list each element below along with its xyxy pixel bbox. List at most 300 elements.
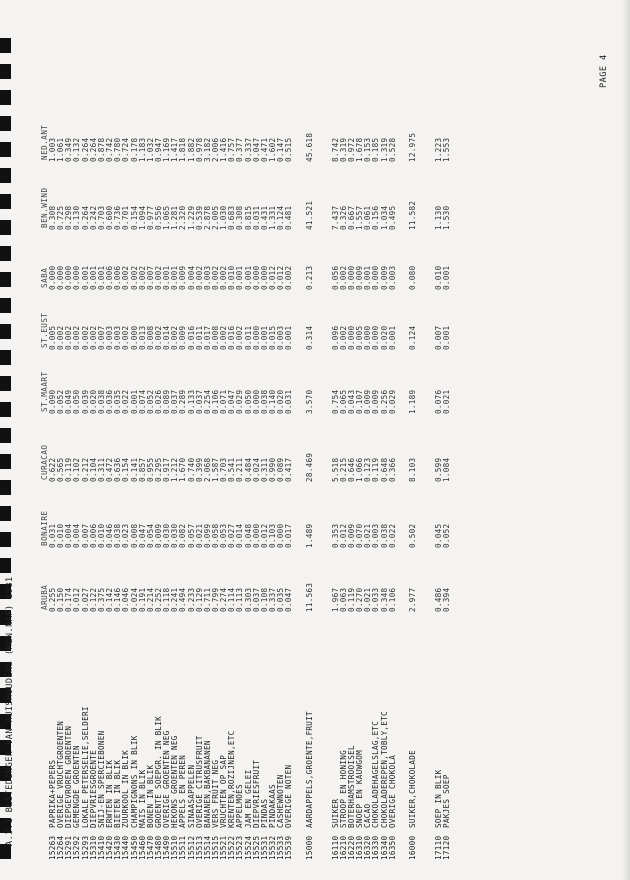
cell-aruba: 0.063 <box>338 587 348 612</box>
cell-benwind: 0.495 <box>387 205 397 230</box>
cell-benwind: 0.683 <box>227 205 237 230</box>
cell-aruba: 0.337 <box>268 587 278 612</box>
cell-nedant: 0.185 <box>371 137 381 162</box>
cell-saba: 0.002 <box>129 265 139 290</box>
cell-benwind: 0.061 <box>363 205 373 230</box>
row-code: 15410 <box>96 835 106 860</box>
cell-nedant: 0.264 <box>80 137 90 162</box>
cell-saba: 0.213 <box>304 265 314 290</box>
cell-saba: 0.002 <box>284 265 294 290</box>
cell-benwind: 0.326 <box>338 205 348 230</box>
cell-saba: 0.002 <box>137 265 147 290</box>
cell-steust: 0.016 <box>227 325 237 350</box>
cell-benwind: 0.481 <box>284 205 294 230</box>
cell-stmaart: 0.140 <box>268 389 278 414</box>
cell-benwind: 0.539 <box>194 205 204 230</box>
cell-saba: 0.009 <box>355 265 365 290</box>
cell-saba: 0.000 <box>371 265 381 290</box>
cell-stmaart: 0.052 <box>145 389 155 414</box>
column-header: BEN.WIND <box>40 187 49 228</box>
cell-stmaart: 0.021 <box>442 389 452 414</box>
row-label: SNIJ-EN SPERCIEBONEN <box>96 730 106 828</box>
cell-bonaire: 0.027 <box>227 523 237 548</box>
cell-steust: 0.009 <box>178 325 188 350</box>
cell-steust: 0.002 <box>64 325 74 350</box>
cell-benwind: 0.308 <box>235 205 245 230</box>
cell-saba: 0.000 <box>72 265 82 290</box>
cell-steust: 0.314 <box>304 325 314 350</box>
row-label: DIEPGEVROREN GROENTEN <box>64 725 74 828</box>
cell-bonaire: 0.012 <box>259 523 269 548</box>
cell-benwind: 0.815 <box>243 205 253 230</box>
cell-curacao: 0.154 <box>121 457 131 482</box>
cell-aruba: 0.142 <box>105 587 115 612</box>
cell-benwind: 1.229 <box>186 205 196 230</box>
cell-saba: 0.001 <box>80 265 90 290</box>
cell-curacao: 0.703 <box>219 457 229 482</box>
cell-stmaart: 0.029 <box>235 389 245 414</box>
cell-benwind: 1.530 <box>442 205 452 230</box>
cell-steust: 0.002 <box>170 325 180 350</box>
cell-curacao: 0.648 <box>379 457 389 482</box>
cell-steust: 0.002 <box>235 325 245 350</box>
cell-benwind: 0.431 <box>259 205 269 230</box>
cell-saba: 0.001 <box>162 265 172 290</box>
cell-saba: 0.002 <box>219 265 229 290</box>
cell-saba: 0.012 <box>268 265 278 290</box>
cell-nedant: 0.742 <box>105 137 115 162</box>
cell-saba: 0.002 <box>211 265 220 290</box>
cell-stmaart: 0.754 <box>330 389 340 414</box>
cell-nedant: 0.178 <box>129 137 139 162</box>
cell-saba: 0.001 <box>170 265 180 290</box>
cell-bonaire: 0.012 <box>338 523 348 548</box>
cell-bonaire: 0.082 <box>178 523 188 548</box>
cell-saba: 0.000 <box>259 265 269 290</box>
cell-bonaire: 0.052 <box>442 523 452 548</box>
cell-steust: 0.013 <box>137 325 147 350</box>
cell-aruba: 0.027 <box>80 587 90 612</box>
row-label: SUIKER,CHOKOLADE <box>407 750 417 828</box>
row-label: ERWTEN IN BLIK <box>105 759 115 828</box>
row-code: 15420 <box>105 835 115 860</box>
cell-aruba: 0.711 <box>202 587 212 612</box>
cell-saba: 0.001 <box>442 265 452 290</box>
cell-steust: 0.002 <box>80 325 90 350</box>
page-title: A.3.1 BESTEDINGEN VAN HUISHOUDENS (MLN.NAF) 1981 <box>5 576 15 846</box>
cell-steust: 0.011 <box>243 325 253 350</box>
cell-bonaire: 0.003 <box>371 523 381 548</box>
cell-bonaire: 0.030 <box>162 523 172 548</box>
cell-bonaire: 0.502 <box>407 523 417 548</box>
row-code: 15000 <box>304 835 314 860</box>
cell-nedant: 0.147 <box>276 137 286 162</box>
cell-curacao: 0.295 <box>153 457 163 482</box>
cell-steust: 0.016 <box>186 325 196 350</box>
row-code: 15522 <box>227 835 237 860</box>
cell-saba: 0.003 <box>202 265 212 290</box>
cell-bonaire: 0.046 <box>105 523 115 548</box>
row-label: PINDAKAAS <box>268 784 278 828</box>
cell-bonaire: 0.014 <box>235 523 245 548</box>
cell-stmaart: 0.047 <box>227 389 237 414</box>
cell-steust: 0.015 <box>268 325 278 350</box>
cell-saba: 0.001 <box>88 265 98 290</box>
cell-stmaart: 0.001 <box>129 389 139 414</box>
cell-saba: 0.004 <box>186 265 196 290</box>
cell-curacao: 5.518 <box>330 457 340 482</box>
row-label: PINDAS <box>259 798 269 828</box>
row-label: SNOEP EN KAUWGOM <box>355 750 365 828</box>
cell-nedant: 0.972 <box>346 137 356 162</box>
cell-curacao: 0.646 <box>346 457 356 482</box>
cell-nedant: 1.319 <box>379 137 389 162</box>
cell-bonaire: 0.023 <box>121 523 131 548</box>
cell-nedant: 1.169 <box>162 137 172 162</box>
row-label: BIETEN IN BLIK <box>113 759 123 828</box>
cell-aruba: 0.146 <box>113 587 123 612</box>
cell-saba: 0.001 <box>243 265 253 290</box>
row-label: APPELMOES <box>235 784 245 828</box>
row-code: 15292 <box>72 835 82 860</box>
cell-stmaart: 0.036 <box>105 389 115 414</box>
cell-bonaire: 0.017 <box>284 523 294 548</box>
cell-nedant: 1.032 <box>145 137 155 162</box>
cell-aruba: 0.122 <box>88 587 98 612</box>
cell-aruba: 0.303 <box>243 587 253 612</box>
cell-aruba: 0.024 <box>129 587 139 612</box>
cell-benwind: 0.667 <box>346 205 356 230</box>
cell-aruba: 1.967 <box>330 587 340 612</box>
cell-nedant: 0.515 <box>284 137 294 162</box>
cell-saba: 0.002 <box>338 265 348 290</box>
row-label: CACAO <box>363 803 373 828</box>
cell-benwind: 11.582 <box>407 200 417 230</box>
cell-bonaire: 0.103 <box>268 523 278 548</box>
row-label: VRUCHTEN OP SAP <box>219 754 229 828</box>
cell-steust: 0.000 <box>346 325 356 350</box>
cell-saba: 0.080 <box>407 265 417 290</box>
cell-steust: 0.011 <box>194 325 204 350</box>
column-header: ARUBA <box>40 584 49 610</box>
row-code: 15533 <box>276 835 286 860</box>
row-code: 15291 <box>64 835 74 860</box>
cell-stmaart: 0.052 <box>56 389 66 414</box>
cell-benwind: 2.320 <box>178 205 188 230</box>
cell-aruba: 0.494 <box>178 587 188 612</box>
cell-stmaart: 0.031 <box>284 389 294 414</box>
cell-aruba: 0.033 <box>371 587 381 612</box>
row-label: CHOKOLADEREPEN,TOBLY,ETC <box>379 711 389 828</box>
cell-stmaart: 0.090 <box>48 389 57 414</box>
cell-steust: 0.003 <box>276 325 286 350</box>
cell-benwind: 0.701 <box>121 205 131 230</box>
cell-curacao: 8.103 <box>407 457 417 482</box>
row-label: OVERIGE VRUCHTGROENTEN <box>56 720 66 828</box>
cell-saba: 0.007 <box>145 265 155 290</box>
row-code: 15470 <box>145 835 155 860</box>
row-label: ZUURKOOL IN BLIK <box>121 750 131 828</box>
cell-stmaart: 0.029 <box>387 389 397 414</box>
cell-curacao: 0.089 <box>276 457 286 482</box>
cell-benwind: 0.308 <box>48 205 57 230</box>
cell-benwind: 1.094 <box>137 205 147 230</box>
cell-aruba: 0.129 <box>194 587 204 612</box>
cell-nedant: 0.780 <box>113 137 123 162</box>
cell-nedant: 1.882 <box>186 137 196 162</box>
cell-curacao: 0.211 <box>235 457 245 482</box>
cell-benwind: 0.298 <box>64 205 74 230</box>
cell-steust: 0.124 <box>407 325 417 350</box>
cell-bonaire: 0.010 <box>96 523 106 548</box>
row-code: 16110 <box>330 835 340 860</box>
cell-steust: 0.007 <box>96 325 106 350</box>
row-code: 15525 <box>251 835 261 860</box>
cell-bonaire: 0.048 <box>243 523 253 548</box>
cell-saba: 0.000 <box>48 265 57 290</box>
cell-curacao: 0.311 <box>96 457 106 482</box>
cell-benwind: 0.130 <box>72 205 82 230</box>
cell-steust: 0.008 <box>145 325 155 350</box>
cell-aruba: 0.047 <box>284 587 294 612</box>
row-code: 16320 <box>363 835 373 860</box>
cell-aruba: 0.113 <box>235 587 245 612</box>
cell-curacao: 0.104 <box>88 457 98 482</box>
cell-saba: 0.009 <box>379 265 389 290</box>
cell-nedant: 1.553 <box>442 137 452 162</box>
cell-curacao: 0.311 <box>259 457 269 482</box>
cell-benwind: 0.124 <box>276 205 286 230</box>
cell-bonaire: 0.004 <box>64 523 74 548</box>
cell-bonaire: 0.038 <box>113 523 123 548</box>
cell-benwind: 0.031 <box>251 205 261 230</box>
cell-stmaart: 0.289 <box>178 389 188 414</box>
cell-bonaire: 0.057 <box>186 523 196 548</box>
cell-nedant: 45.618 <box>304 132 314 162</box>
cell-curacao: 0.857 <box>137 457 147 482</box>
cell-curacao: 0.119 <box>64 457 74 482</box>
cell-curacao: 0.599 <box>434 457 443 482</box>
cell-stmaart: 0.026 <box>153 389 163 414</box>
cell-aruba: 0.252 <box>153 587 163 612</box>
cell-steust: 0.002 <box>121 325 131 350</box>
cell-bonaire: 0.009 <box>346 523 356 548</box>
cell-nedant: 12.975 <box>407 132 417 162</box>
row-code: 15515 <box>211 835 220 860</box>
cell-benwind: 1.030 <box>219 205 229 230</box>
cell-nedant: 8.742 <box>330 137 340 162</box>
cell-saba: 0.001 <box>363 265 373 290</box>
cell-aruba: 0.274 <box>219 587 229 612</box>
cell-saba: 0.002 <box>153 265 163 290</box>
cell-stmaart: 0.035 <box>113 389 123 414</box>
cell-curacao: 0.417 <box>284 457 294 482</box>
row-code: 15524 <box>243 835 253 860</box>
row-code: 15480 <box>153 835 163 860</box>
cell-bonaire: 0.353 <box>330 523 340 548</box>
cell-curacao: 0.472 <box>105 457 115 482</box>
cell-bonaire: 1.489 <box>304 523 314 548</box>
cell-saba: 0.002 <box>194 265 204 290</box>
row-label: MAIS IN BLIK <box>137 769 147 828</box>
cell-benwind: 0.725 <box>56 205 66 230</box>
row-label: HEKONS GROENTEN NEG <box>170 735 180 828</box>
cell-stmaart: 0.071 <box>219 389 229 414</box>
cell-bonaire: 0.054 <box>145 523 155 548</box>
cell-aruba: 0.255 <box>48 587 57 612</box>
cell-bonaire: 0.009 <box>153 523 163 548</box>
cell-curacao: 1.212 <box>170 457 180 482</box>
cell-benwind: 1.557 <box>355 205 365 230</box>
cell-stmaart: 0.039 <box>80 389 90 414</box>
row-label: APPELS EN PEREN <box>178 754 188 828</box>
cell-bonaire: 0.053 <box>219 523 229 548</box>
cell-aruba: 0.106 <box>387 587 397 612</box>
cell-aruba: 2.977 <box>407 587 417 612</box>
cell-curacao: 0.215 <box>338 457 348 482</box>
cell-aruba: 0.118 <box>162 587 172 612</box>
cell-saba: 0.000 <box>56 265 66 290</box>
row-label: AARDAPPELS,GROENTE,FRUIT <box>304 711 314 828</box>
cell-stmaart: 0.107 <box>355 389 365 414</box>
cell-steust: 0.008 <box>211 325 220 350</box>
cell-benwind: 1.331 <box>268 205 278 230</box>
row-label: JAM EN GELEI <box>243 769 253 828</box>
cell-curacao: 0.123 <box>363 457 373 482</box>
row-code: 15310 <box>88 835 98 860</box>
cell-steust: 0.001 <box>442 325 452 350</box>
cell-aruba: 0.108 <box>259 587 269 612</box>
cell-stmaart: 0.037 <box>194 389 204 414</box>
cell-curacao: 0.141 <box>129 457 139 482</box>
row-code: 15264 <box>56 835 66 860</box>
cell-steust: 0.001 <box>259 325 269 350</box>
cell-benwind: 1.034 <box>379 205 389 230</box>
row-label: BANANEN,BAKBANANEN <box>202 740 212 828</box>
cell-benwind: 1.065 <box>162 205 172 230</box>
cell-steust: 0.002 <box>72 325 82 350</box>
cell-bonaire: 0.006 <box>88 523 98 548</box>
cell-benwind: 2.005 <box>211 205 220 230</box>
cell-benwind: 0.264 <box>80 205 90 230</box>
cell-steust: 0.000 <box>129 325 139 350</box>
cell-stmaart: 0.106 <box>211 389 220 414</box>
cell-nedant: 0.349 <box>64 137 74 162</box>
cell-bonaire: 0.007 <box>80 523 90 548</box>
cell-nedant: 1.417 <box>170 137 180 162</box>
cell-saba: 0.002 <box>121 265 131 290</box>
cell-nedant: 0.978 <box>194 137 204 162</box>
cell-stmaart: 0.089 <box>162 389 172 414</box>
row-code: 15263 <box>48 835 57 860</box>
cell-nedant: 0.153 <box>363 137 373 162</box>
cell-nedant: 0.132 <box>72 137 82 162</box>
cell-curacao: 0.212 <box>80 457 90 482</box>
cell-saba: 0.006 <box>113 265 123 290</box>
cell-aruba: 0.191 <box>137 587 147 612</box>
cell-benwind: 0.156 <box>371 205 381 230</box>
cell-benwind: 1.130 <box>434 205 443 230</box>
cell-stmaart: 0.009 <box>363 389 373 414</box>
row-label: OVERIGE CHOKOLA <box>387 754 397 828</box>
cell-steust: 0.000 <box>363 325 373 350</box>
row-label: STROOP EN HONING <box>338 750 348 828</box>
row-code: 15510 <box>170 835 180 860</box>
cell-stmaart: 0.049 <box>64 389 74 414</box>
row-code: 16220 <box>346 835 356 860</box>
row-code: 15490 <box>162 835 172 860</box>
cell-curacao: 0.399 <box>194 457 204 482</box>
cell-aruba: 0.270 <box>355 587 365 612</box>
row-label: DIEPVRIESFRUIT <box>251 759 261 828</box>
row-label: CASHEWNOTEN <box>276 774 286 828</box>
row-label: KRENTEN,ROZIJNEN,ETC <box>227 730 237 828</box>
cell-steust: 0.003 <box>105 325 115 350</box>
row-label: SOEP IN BLIK <box>434 769 443 828</box>
cell-stmaart: 1.189 <box>407 389 417 414</box>
cell-curacao: 1.670 <box>178 457 188 482</box>
cell-curacao: 0.636 <box>113 457 123 482</box>
column-header: NED.ANT <box>40 124 49 160</box>
cell-nedant: 0.047 <box>251 137 261 162</box>
cell-benwind: 7.437 <box>330 205 340 230</box>
row-code: 15430 <box>113 835 123 860</box>
cell-aruba: 0.394 <box>442 587 452 612</box>
cell-aruba: 0.375 <box>96 587 106 612</box>
cell-steust: 0.002 <box>56 325 66 350</box>
column-header: ST.EUST <box>40 312 49 348</box>
cell-nedant: 1.223 <box>434 137 443 162</box>
cell-curacao: 0.366 <box>387 457 397 482</box>
cell-nedant: 1.183 <box>137 137 147 162</box>
cell-bonaire: 0.045 <box>434 523 443 548</box>
row-label: PAPRIKA+PEPERS <box>48 759 57 828</box>
cell-nedant: 1.602 <box>268 137 278 162</box>
cell-aruba: 0.150 <box>56 587 66 612</box>
cell-curacao: 0.119 <box>371 457 381 482</box>
row-label: OVERIGE NOTEN <box>284 764 294 828</box>
cell-bonaire: 0.047 <box>137 523 147 548</box>
column-header: BONAIRE <box>40 510 49 546</box>
cell-steust: 0.020 <box>379 325 389 350</box>
cell-aruba: 0.114 <box>227 587 237 612</box>
row-code: 15460 <box>137 835 147 860</box>
cell-aruba: 0.233 <box>186 587 196 612</box>
cell-benwind: 0.556 <box>153 205 163 230</box>
row-code: 15511 <box>178 835 188 860</box>
cell-saba: 0.001 <box>235 265 245 290</box>
cell-nedant: 0.528 <box>387 137 397 162</box>
cell-stmaart: 3.570 <box>304 389 314 414</box>
row-code: 15523 <box>235 835 245 860</box>
row-code: 15539 <box>284 835 294 860</box>
cell-aruba: 0.037 <box>251 587 261 612</box>
row-code: 15521 <box>219 835 229 860</box>
cell-steust: 0.002 <box>153 325 163 350</box>
cell-stmaart: 0.043 <box>346 389 356 414</box>
row-code: 15531 <box>259 835 269 860</box>
cell-benwind: 0.977 <box>145 205 155 230</box>
cell-bonaire: 0.021 <box>194 523 204 548</box>
cell-steust: 0.001 <box>387 325 397 350</box>
cell-saba: 0.006 <box>105 265 115 290</box>
cell-steust: 0.014 <box>162 325 172 350</box>
row-code: 16310 <box>355 835 365 860</box>
cell-stmaart: 0.037 <box>170 389 180 414</box>
cell-aruba: 0.119 <box>346 587 356 612</box>
cell-curacao: 0.541 <box>227 457 237 482</box>
column-header: CURACAO <box>40 444 49 480</box>
